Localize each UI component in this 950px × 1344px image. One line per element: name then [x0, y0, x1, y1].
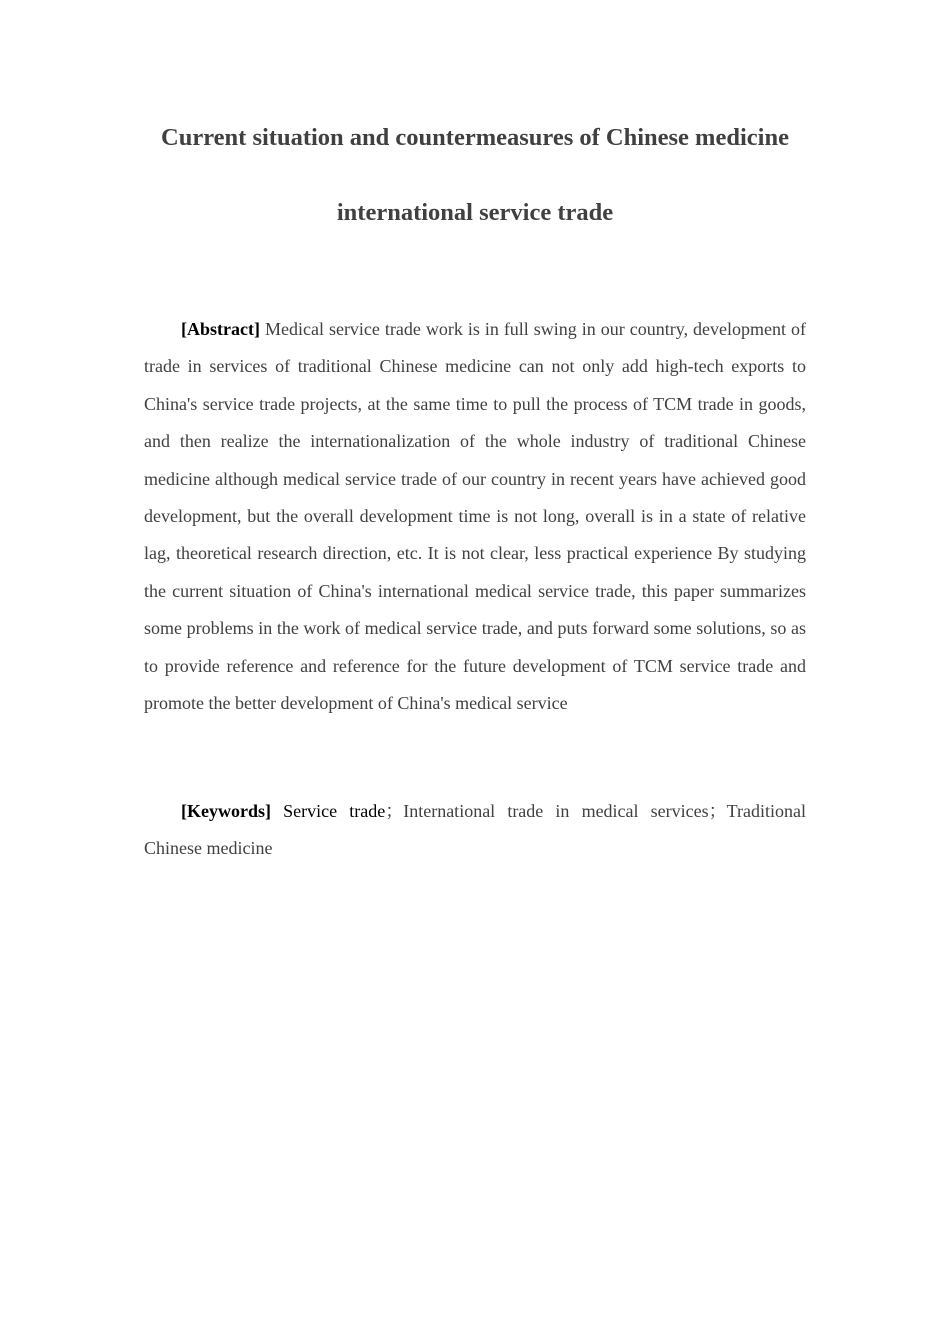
abstract-text: Medical service trade work is in full swing in our country, development of trade in services of traditional Chinese medicine can not only add high-tech exports to China's service trade projects, at the same time to pull the process of TCM trade in goods, and then realize the internationalization of the whole industry of traditional Chinese medicine although medical service trade of our country in recent years have achieved good development, but the overall development time is not long, overall is in a state of relative lag, theoretical research direction, etc. It is not clear, less practical experience By studying the current situation of China's international medical service trade, this paper summarizes some problems in the work of medical service trade, and puts forward some solutions, so as to provide reference and reference for the future development of TCM service trade and promote the better development of China's medical service: [144, 319, 807, 714]
keywords-paragraph: [144, 793, 806, 868]
keywords-label: [Keywords]: [181, 801, 271, 821]
abstract-paragraph: [144, 311, 806, 722]
keyword-item: International trade in medical services: [403, 801, 709, 821]
keyword-separator: ；: [385, 801, 404, 821]
keyword-separator: ；: [708, 801, 727, 821]
paper-title-line-1: Current situation and countermeasures of Chinese medicine: [161, 124, 789, 151]
keyword-item: Service trade: [283, 801, 386, 821]
paper-title-line-2: international service trade: [336, 199, 614, 226]
keyword-item: Traditional Chinese medicine: [144, 801, 806, 859]
abstract-label: [Abstract]: [181, 319, 260, 339]
